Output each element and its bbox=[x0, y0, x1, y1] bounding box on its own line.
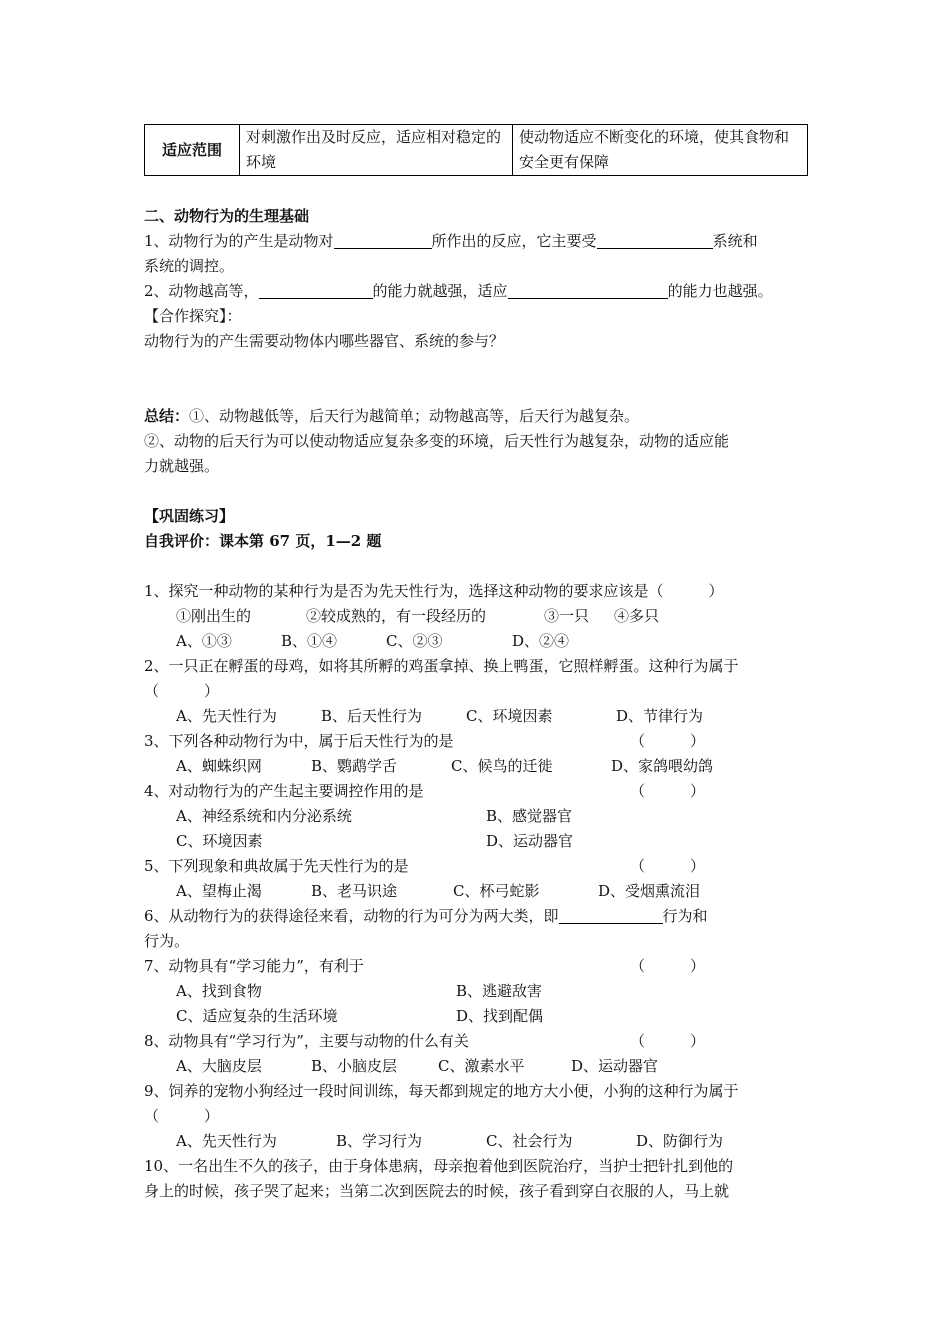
question-9: 9、饲养的宠物小狗经过一段时间训练，每天都到规定的地方大小便，小狗的这种行为属于 bbox=[144, 1082, 739, 1100]
table-cell-innate: 对刺激作出及时反应，适应相对稳定的环境 bbox=[240, 125, 513, 176]
question-3-options: A、蜘蛛织网 B、鹦鹉学舌 C、候鸟的迁徙 D、家鸽喂幼鸽 bbox=[176, 757, 714, 775]
question-2-paren: （ ） bbox=[144, 682, 220, 700]
question-4: 4、对动物行为的产生起主要调控作用的是 （ ） bbox=[144, 782, 706, 800]
question-2-options: A、先天性行为 B、后天性行为 C、环境因素 D、节律行为 bbox=[176, 707, 704, 725]
question-9-paren: （ ） bbox=[144, 1107, 220, 1125]
question-6-cont: 行为。 bbox=[144, 932, 190, 950]
question-5-options: A、望梅止渴 B、老马识途 C、杯弓蛇影 D、受烟熏流泪 bbox=[176, 882, 701, 900]
section-title: 二、动物行为的生理基础 bbox=[144, 207, 310, 225]
question-7: 7、动物具有“学习能力”，有利于 （ ） bbox=[144, 957, 706, 975]
question-2: 2、一只正在孵蛋的母鸡，如将其所孵的鸡蛋拿掉、换上鸭蛋，它照样孵蛋。这种行为属于 bbox=[144, 657, 739, 675]
answer-blank[interactable] bbox=[559, 905, 663, 924]
question-4-options-b: C、环境因素 D、运动器官 bbox=[176, 832, 574, 850]
fill-line-2: 2、动物越高等， 的能力就越强，适应 的能力也越强。 bbox=[144, 282, 773, 300]
answer-blank[interactable] bbox=[597, 230, 713, 249]
question-9-options: A、先天性行为 B、学习行为 C、社会行为 D、防御行为 bbox=[176, 1132, 724, 1150]
fill-line-1: 1、动物行为的产生是动物对 所作出的反应，它主要受 系统和 bbox=[144, 232, 758, 250]
fill-line-1-cont: 系统的调控。 bbox=[144, 257, 235, 275]
answer-blank[interactable] bbox=[508, 280, 668, 299]
self-evaluation: 自我评价：课本第 67 页，1—2 题 bbox=[144, 532, 382, 550]
answer-blank[interactable] bbox=[259, 280, 373, 299]
question-4-options-a: A、神经系统和内分泌系统 B、感觉器官 bbox=[176, 807, 573, 825]
question-7-options-b: C、适应复杂的生活环境 D、找到配偶 bbox=[176, 1007, 544, 1025]
question-10: 10、一名出生不久的孩子，由于身体患病，母亲抱着他到医院治疗，当护士把针扎到他的 bbox=[144, 1157, 734, 1175]
summary-line-1: 总结：①、动物越低等，后天行为越简单；动物越高等，后天行为越复杂。 bbox=[144, 407, 640, 425]
question-8: 8、动物具有“学习行为”，主要与动物的什么有关 （ ） bbox=[144, 1032, 706, 1050]
question-3: 3、下列各种动物行为中，属于后天性行为的是 （ ） bbox=[144, 732, 706, 750]
comparison-table bbox=[144, 124, 808, 176]
summary-line-3: 力就越强。 bbox=[144, 457, 220, 475]
question-1: 1、探究一种动物的某种行为是否为先天性行为，选择这种动物的要求应该是（ ） bbox=[144, 582, 724, 600]
coop-question: 动物行为的产生需要动物体内哪些器官、系统的参与？ bbox=[144, 332, 505, 350]
question-1-options: A、①③ B、①④ C、②③ D、②④ bbox=[176, 632, 570, 650]
question-8-options: A、大脑皮层 B、小脑皮层 C、激素水平 D、运动器官 bbox=[176, 1057, 659, 1075]
question-10-cont: 身上的时候，孩子哭了起来；当第二次到医院去的时候，孩子看到穿白衣服的人，马上就 bbox=[144, 1182, 730, 1200]
table-row bbox=[145, 125, 808, 176]
question-7-options-a: A、找到食物 B、逃避敌害 bbox=[176, 982, 543, 1000]
practice-title: 【巩固练习】 bbox=[144, 507, 235, 525]
summary-line-2: ②、动物的后天行为可以使动物适应复杂多变的环境，后天性行为越复杂，动物的适应能 bbox=[144, 432, 730, 450]
table-cell-learned: 使动物适应不断变化的环境，使其食物和安全更有保障 bbox=[513, 125, 808, 176]
question-5: 5、下列现象和典故属于先天性行为的是 （ ） bbox=[144, 857, 706, 875]
answer-blank[interactable] bbox=[334, 230, 432, 249]
document-page bbox=[144, 124, 808, 1204]
coop-heading: 【合作探究】： bbox=[144, 307, 242, 325]
question-1-items: ①刚出生的 ②较成熟的，有一段经历的 ③一只 ④多只 bbox=[176, 607, 660, 625]
question-6: 6、从动物行为的获得途径来看，动物的行为可分为两大类，即 行为和 bbox=[144, 907, 708, 925]
table-row-header: 适应范围 bbox=[145, 125, 240, 176]
